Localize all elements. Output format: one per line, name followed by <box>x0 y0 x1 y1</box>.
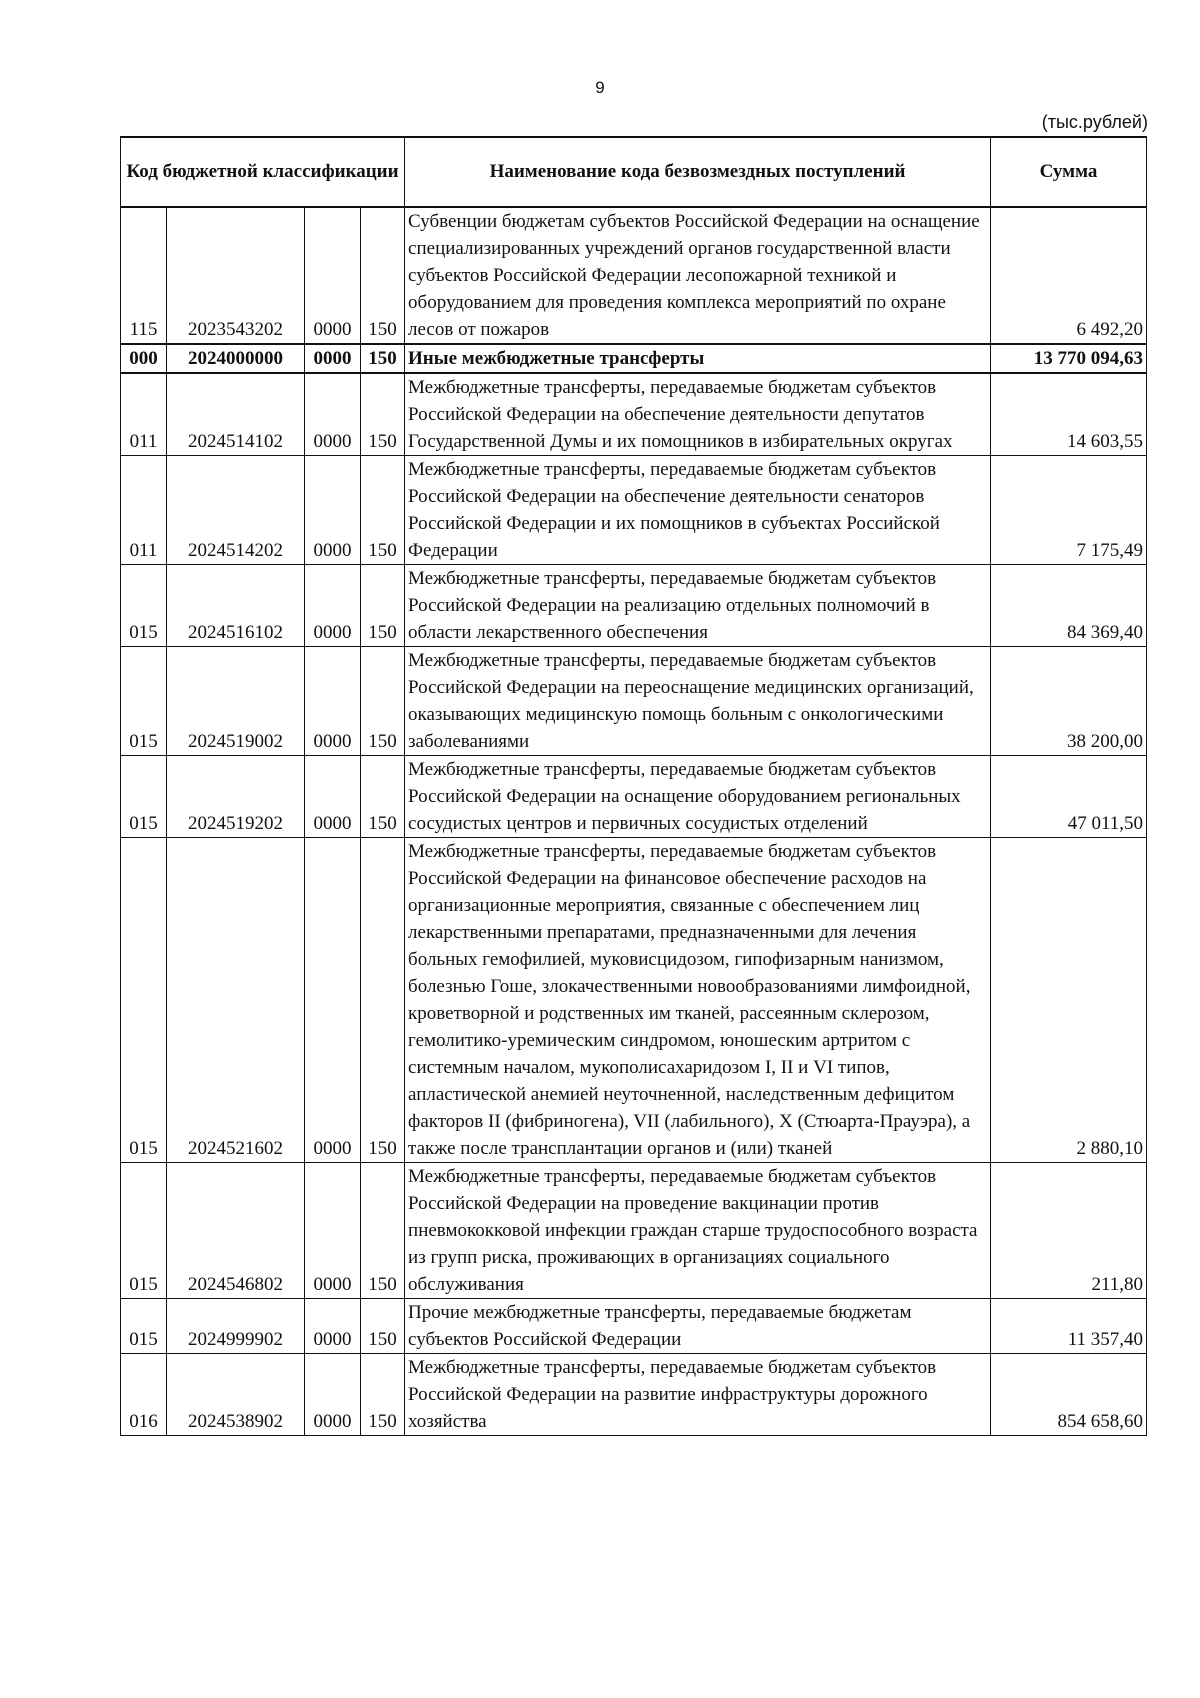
row-admin-code: 000 <box>121 344 167 373</box>
row-name: Межбюджетные трансферты, передаваемые бюджетам субъектов Российской Федерации на проведение вакцинации против пневмококковой инфекции граждан старше трудоспособного возраста из групп риска, проживающих в организациях социального обслуживания <box>405 1163 991 1299</box>
row-admin-code: 011 <box>121 456 167 565</box>
row-admin-code: 015 <box>121 838 167 1163</box>
table-row <box>121 838 1147 1163</box>
row-admin-code: 015 <box>121 756 167 838</box>
row-sum: 854 658,60 <box>991 1354 1147 1436</box>
table-row <box>121 207 1147 344</box>
row-type-code: 150 <box>361 344 405 373</box>
row-program-code: 0000 <box>305 1163 361 1299</box>
row-program-code: 0000 <box>305 207 361 344</box>
row-main-code: 2024516102 <box>167 565 305 647</box>
row-type-code: 150 <box>361 1354 405 1436</box>
row-type-code: 150 <box>361 207 405 344</box>
row-main-code: 2024519002 <box>167 647 305 756</box>
row-sum: 14 603,55 <box>991 373 1147 456</box>
row-program-code: 0000 <box>305 373 361 456</box>
table-row <box>121 1354 1147 1436</box>
row-main-code: 2024521602 <box>167 838 305 1163</box>
row-type-code: 150 <box>361 565 405 647</box>
row-sum: 6 492,20 <box>991 207 1147 344</box>
table-row <box>121 565 1147 647</box>
page-number: 9 <box>595 78 605 97</box>
row-admin-code: 115 <box>121 207 167 344</box>
row-name: Межбюджетные трансферты, передаваемые бюджетам субъектов Российской Федерации на реализацию отдельных полномочий в области лекарственного обеспечения <box>405 565 991 647</box>
row-program-code: 0000 <box>305 647 361 756</box>
row-type-code: 150 <box>361 373 405 456</box>
units-label: (тыс.рублей) <box>1041 112 1148 132</box>
header-code: Код бюджетной классификации <box>121 137 405 207</box>
row-main-code: 2024519202 <box>167 756 305 838</box>
row-sum: 47 011,50 <box>991 756 1147 838</box>
row-program-code: 0000 <box>305 838 361 1163</box>
row-admin-code: 015 <box>121 1299 167 1354</box>
row-sum: 2 880,10 <box>991 838 1147 1163</box>
row-name: Прочие межбюджетные трансферты, передаваемые бюджетам субъектов Российской Федерации <box>405 1299 991 1354</box>
row-main-code: 2023543202 <box>167 207 305 344</box>
row-program-code: 0000 <box>305 756 361 838</box>
row-program-code: 0000 <box>305 565 361 647</box>
row-sum: 11 357,40 <box>991 1299 1147 1354</box>
budget-table <box>120 136 1147 1436</box>
row-main-code: 2024999902 <box>167 1299 305 1354</box>
row-admin-code: 015 <box>121 565 167 647</box>
header-name: Наименование кода безвозмездных поступлений <box>405 137 991 207</box>
table-row <box>121 756 1147 838</box>
row-main-code: 2024000000 <box>167 344 305 373</box>
row-admin-code: 016 <box>121 1354 167 1436</box>
row-sum: 7 175,49 <box>991 456 1147 565</box>
row-name: Межбюджетные трансферты, передаваемые бюджетам субъектов Российской Федерации на обеспечение деятельности сенаторов Российской Федерации и их помощников в субъектах Российской Федерации <box>405 456 991 565</box>
row-main-code: 2024546802 <box>167 1163 305 1299</box>
table-row <box>121 344 1147 373</box>
row-sum: 84 369,40 <box>991 565 1147 647</box>
row-program-code: 0000 <box>305 456 361 565</box>
table-row <box>121 373 1147 456</box>
row-name: Иные межбюджетные трансферты <box>405 344 991 373</box>
row-sum: 13 770 094,63 <box>991 344 1147 373</box>
row-sum: 38 200,00 <box>991 647 1147 756</box>
table-row <box>121 456 1147 565</box>
row-admin-code: 015 <box>121 1163 167 1299</box>
row-sum: 211,80 <box>991 1163 1147 1299</box>
row-name: Межбюджетные трансферты, передаваемые бюджетам субъектов Российской Федерации на оснащение оборудованием региональных сосудистых центров и первичных сосудистых отделений <box>405 756 991 838</box>
row-type-code: 150 <box>361 756 405 838</box>
table-header-row <box>121 137 1147 207</box>
table-row <box>121 1299 1147 1354</box>
row-type-code: 150 <box>361 456 405 565</box>
table-row <box>121 647 1147 756</box>
row-admin-code: 011 <box>121 373 167 456</box>
row-type-code: 150 <box>361 1299 405 1354</box>
row-admin-code: 015 <box>121 647 167 756</box>
row-name: Межбюджетные трансферты, передаваемые бюджетам субъектов Российской Федерации на развитие инфраструктуры дорожного хозяйства <box>405 1354 991 1436</box>
row-main-code: 2024514202 <box>167 456 305 565</box>
row-name: Межбюджетные трансферты, передаваемые бюджетам субъектов Российской Федерации на обеспечение деятельности депутатов Государственной Думы и их помощников в избирательных округах <box>405 373 991 456</box>
row-main-code: 2024538902 <box>167 1354 305 1436</box>
row-name: Межбюджетные трансферты, передаваемые бюджетам субъектов Российской Федерации на переоснащение медицинских организаций, оказывающих медицинскую помощь больным с онкологическими заболеваниями <box>405 647 991 756</box>
row-program-code: 0000 <box>305 1299 361 1354</box>
header-sum: Сумма <box>991 137 1147 207</box>
row-type-code: 150 <box>361 647 405 756</box>
row-type-code: 150 <box>361 838 405 1163</box>
row-program-code: 0000 <box>305 344 361 373</box>
row-name: Субвенции бюджетам субъектов Российской Федерации на оснащение специализированных учреждений органов государственной власти субъектов Российской Федерации лесопожарной техникой и оборудованием для проведения комплекса мероприятий по охране лесов от пожаров <box>405 207 991 344</box>
row-main-code: 2024514102 <box>167 373 305 456</box>
table-row <box>121 1163 1147 1299</box>
row-program-code: 0000 <box>305 1354 361 1436</box>
row-type-code: 150 <box>361 1163 405 1299</box>
row-name: Межбюджетные трансферты, передаваемые бюджетам субъектов Российской Федерации на финансовое обеспечение расходов на организационные мероприятия, связанные с обеспечением лиц лекарственными препаратами, предназначенными для лечения больных гемофилией, муковисцидозом, гипофизарным нанизмом, болезнью Гоше, злокачественными новообразованиями лимфоидной, кроветворной и родственных им тканей, рассеянным склерозом, гемолитико-уремическим синдромом, юношеским артритом с системным началом, мукополисахаридозом I, II и VI типов, апластической анемией неуточненной, наследственным дефицитом факторов II (фибриногена), VII (лабильного), X (Стюарта-Прауэра), а также после трансплантации органов и (или) тканей <box>405 838 991 1163</box>
